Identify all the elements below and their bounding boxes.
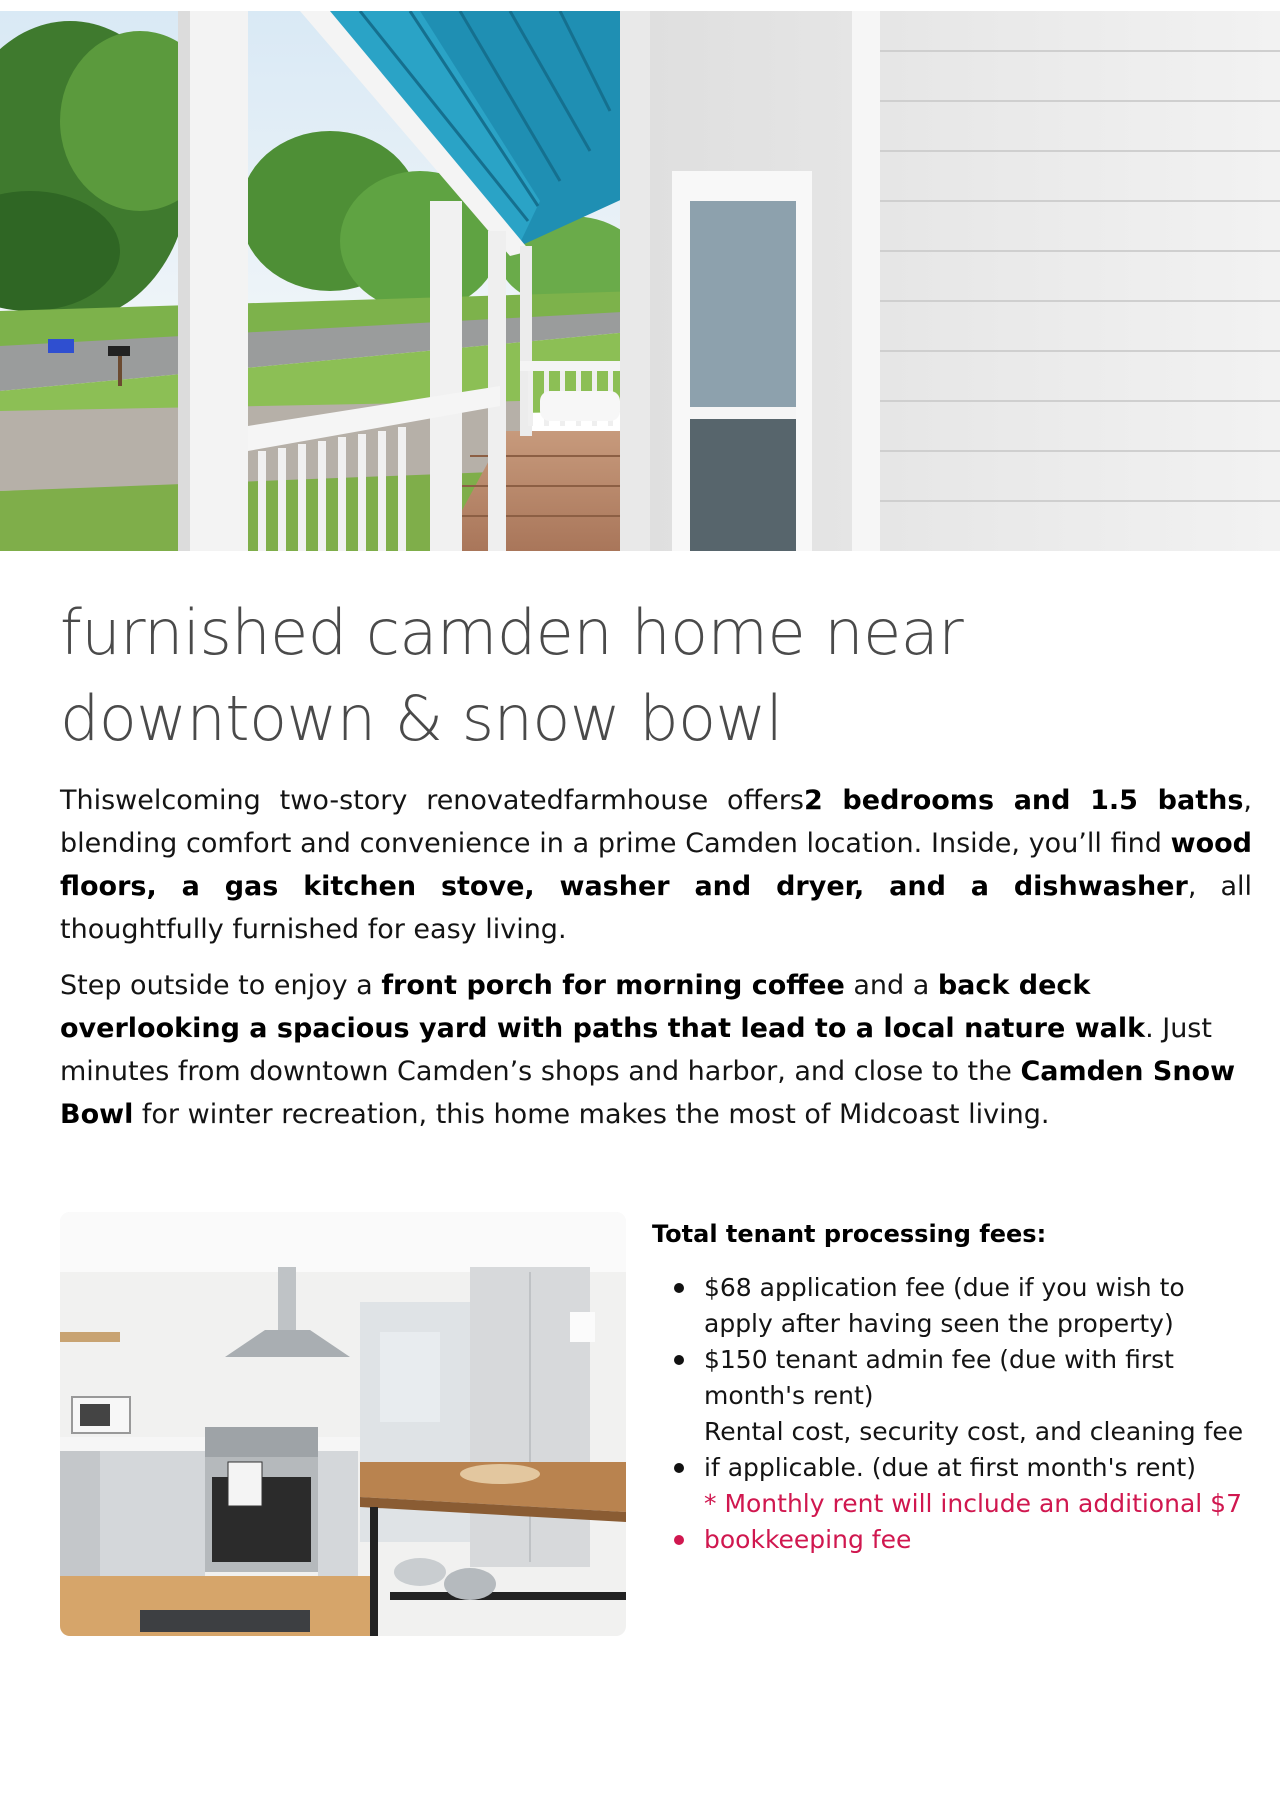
fee-item-rental-cost — [652, 1414, 1252, 1486]
page-title-line-2: downtown & snow bowl — [60, 682, 783, 755]
desc2-text-4: for winter recreation, this home makes the most of Midcoast living. — [133, 1099, 1050, 1130]
fee-item-text: $68 application fee (due if you wish to apply after having seen the property) — [704, 1273, 1185, 1338]
bullet-icon — [674, 1283, 684, 1293]
fee-item-bookkeeping — [652, 1486, 1252, 1558]
bullet-icon — [674, 1355, 684, 1365]
desc2-text-2: and a — [844, 970, 938, 1001]
bullet-icon — [674, 1535, 684, 1545]
desc1-text-1: Thiswelcoming two-story renovatedfarmhouse offers — [60, 785, 804, 816]
description-paragraph-2 — [60, 964, 1252, 1136]
fee-item-text: Rental cost, security cost, and cleaning fee if applicable. (due at first month's rent) — [704, 1417, 1244, 1482]
fee-item-application — [652, 1270, 1252, 1342]
kitchen-photo — [60, 1212, 626, 1636]
desc2-text-1: Step outside to enjoy a — [60, 970, 382, 1001]
page-title — [60, 590, 1220, 762]
fees-list — [652, 1270, 1252, 1558]
fees-heading: Total tenant processing fees: — [652, 1220, 1047, 1248]
desc2-bold-back-deck: back deck overlooking a spacious yard with paths that lead to a local nature walk — [60, 970, 1146, 1044]
desc1-bold-bedrooms: 2 bedrooms and 1.5 baths — [803, 785, 1244, 816]
desc2-bold-front-porch: front porch for morning coffee — [381, 970, 845, 1001]
desc1-text-2: , blending comfort and convenience in a prime Camden location. Inside, you’ll find — [60, 785, 1252, 859]
desc1-text-3: , all thoughtfully furnished for easy living. — [60, 871, 1252, 945]
fee-item-admin — [652, 1342, 1252, 1414]
bullet-icon — [674, 1463, 684, 1473]
porch-photo — [0, 11, 1280, 551]
page-title-line-1: furnished camden home near — [60, 596, 964, 669]
fee-item-text: $150 tenant admin fee (due with first month's rent) — [704, 1345, 1174, 1410]
fees-section — [652, 1212, 1252, 1558]
desc1-bold-amenities: wood floors, a gas kitchen stove, washer and dryer, and a dishwasher — [60, 828, 1252, 902]
description-paragraph-1 — [60, 779, 1252, 951]
desc2-text-3: . Just minutes from downtown Camden’s shops and harbor, and close to the — [60, 1013, 1212, 1087]
desc2-bold-snow-bowl: Camden Snow Bowl — [60, 1056, 1236, 1130]
fee-item-text: * Monthly rent will include an additional $7 bookkeeping fee — [704, 1489, 1242, 1554]
